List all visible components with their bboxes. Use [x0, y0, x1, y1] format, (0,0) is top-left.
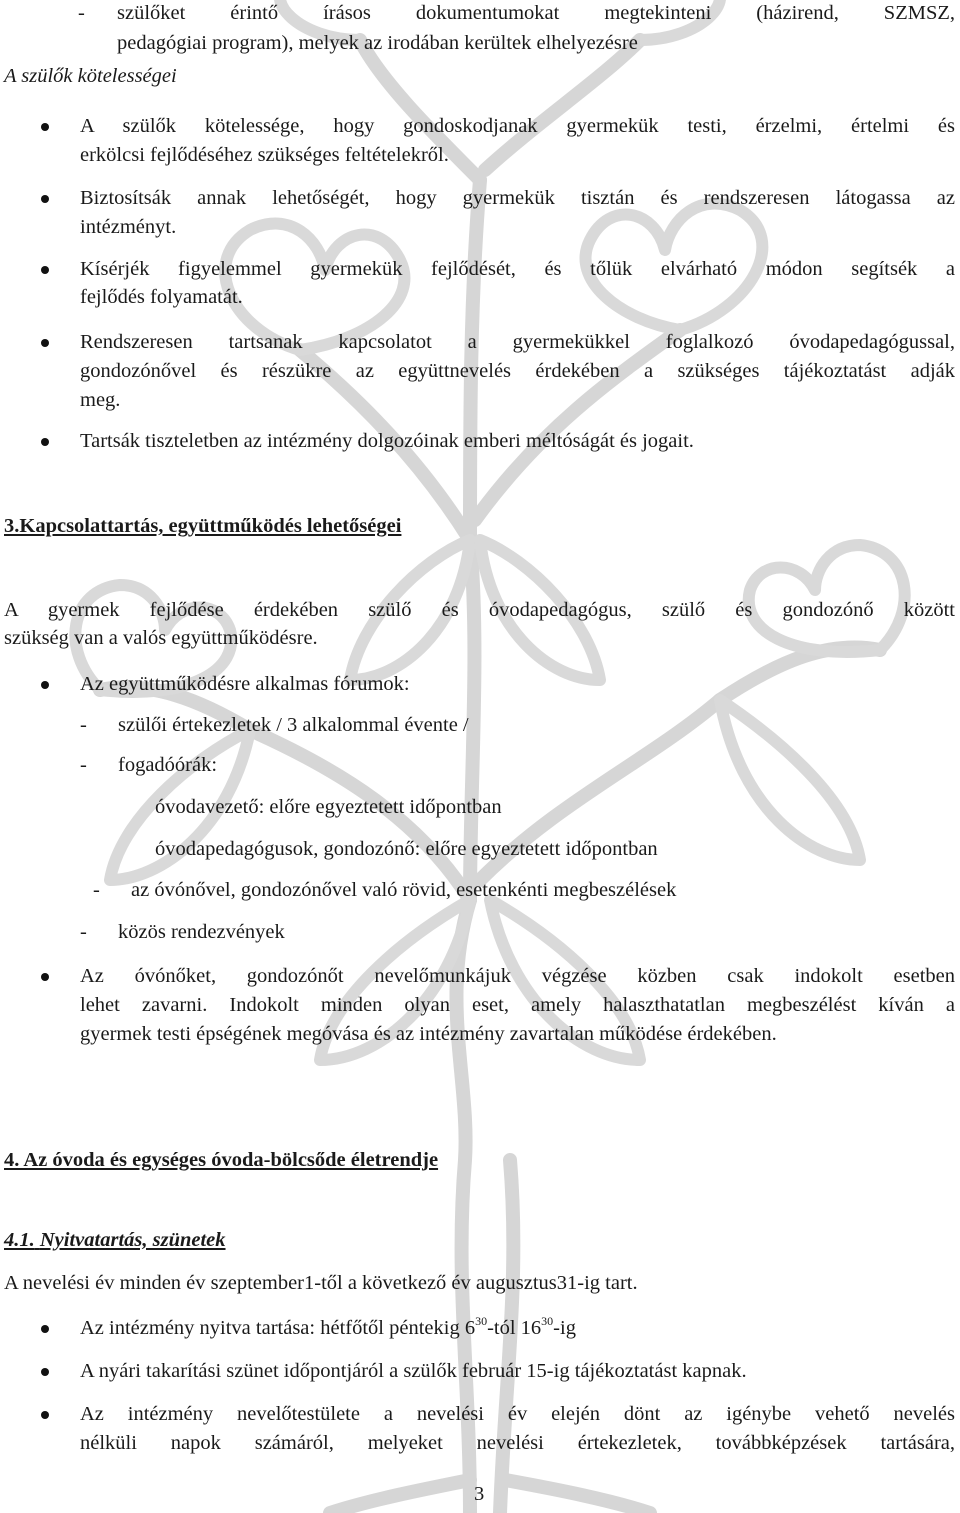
- staff-days-line1: Az intézmény nevelőtestülete a nevelési év elején dönt az igénybe vehető nevelés: [80, 1403, 955, 1425]
- section3-intro-line2: szükség van a valós együttműködésre.: [4, 627, 318, 649]
- top-item-line2: pedagógiai program), melyek az irodában kerültek elhelyezésre: [117, 32, 638, 54]
- bullet-icon: [41, 266, 49, 274]
- duty-5-line1: Tartsák tiszteletben az intézmény dolgozóinak emberi méltóságát és jogait.: [80, 430, 694, 452]
- disturb-line1: Az óvónőket, gondozónőt nevelőmunkájuk végzése közben csak indokolt esetben: [80, 965, 955, 987]
- opening-hours-post: -ig: [553, 1317, 576, 1339]
- office-hours-teachers: óvodapedagógusok, gondozónő: előre egyeztetett időpontban: [155, 838, 658, 860]
- staff-days-line2: nélküli napok számáról, melyeket nevelési értekezletek, továbbképzések tartására,: [80, 1432, 955, 1454]
- section4-1-heading: [4, 1226, 226, 1254]
- bullet-icon: [41, 681, 49, 689]
- bullet-icon: [41, 123, 49, 131]
- page-number: 3: [474, 1483, 485, 1505]
- duties-heading: A szülők kötelességei: [4, 65, 177, 87]
- section4-1-title: Nyitvatartás, szünetek: [39, 1229, 226, 1251]
- bullet-icon: [41, 195, 49, 203]
- disturb-line3: gyermek testi épségének megóvása és az intézmény zavartalan működése érdekében.: [80, 1023, 777, 1045]
- bullet-icon: [41, 1325, 49, 1333]
- dash-marker: -: [80, 714, 87, 736]
- dash-marker: -: [80, 921, 87, 943]
- bullet-icon: [41, 973, 49, 981]
- office-hours-director: óvodavezető: előre egyeztetett időpontban: [155, 796, 502, 818]
- forum-short-talks: az óvónővel, gondozónővel való rövid, esetenkénti megbeszélések: [131, 879, 677, 901]
- duty-3-line1: Kísérjék figyelemmel gyermekük fejlődését, és tőlük elvárható módon segítsék a: [80, 258, 955, 280]
- forum-parent-meetings: szülői értekezletek / 3 alkalommal évente /: [118, 714, 469, 736]
- bullet-icon: [41, 339, 49, 347]
- disturb-line2: lehet zavarni. Indokolt minden olyan eset, amely halaszthatatlan megbeszélést kíván a: [80, 994, 955, 1016]
- duty-2-line1: Biztosítsák annak lehetőségét, hogy gyermekük tisztán és rendszeresen látogassa az: [80, 187, 955, 209]
- duty-4-line2: gondozónővel és részükre az együttnevelés érdekében a szükséges tájékoztatást adják: [80, 360, 955, 382]
- opening-hours-sup2: 30: [541, 1314, 554, 1328]
- section3-heading: 3.Kapcsolattartás, együttműködés lehetőségei: [4, 515, 402, 537]
- duty-3-line2: fejlődés folyamatát.: [80, 286, 243, 308]
- bullet-icon: [41, 1368, 49, 1376]
- bullet-icon: [41, 1411, 49, 1419]
- opening-hours: [80, 1314, 576, 1342]
- opening-hours-pre: Az intézmény nyitva tartása: hétfőtől péntekig 6: [80, 1317, 476, 1339]
- section4-heading: 4. Az óvoda és egységes óvoda-bölcsőde életrendje: [4, 1149, 439, 1171]
- duty-1-line1: A szülők kötelessége, hogy gondoskodjanak gyermekük testi, érzelmi, értelmi és: [80, 115, 955, 137]
- dash-marker: -: [80, 754, 87, 776]
- duty-1-line2: erkölcsi fejlődéséhez szükséges feltételekről.: [80, 144, 449, 166]
- duty-4-line1: Rendszeresen tartsanak kapcsolatot a gyermekükkel foglalkozó óvodapedagógussal,: [80, 331, 955, 353]
- bullet-icon: [41, 438, 49, 446]
- opening-hours-sup1: 30: [475, 1314, 488, 1328]
- dash-marker: -: [78, 2, 85, 24]
- section4-1-number: 4.1.: [4, 1229, 35, 1251]
- duty-2-line2: intézményt.: [80, 216, 177, 238]
- forum-office-hours: fogadóórák:: [118, 754, 218, 776]
- dash-marker: -: [93, 879, 100, 901]
- school-year-text: A nevelési év minden év szeptember1-től a következő év augusztus31-ig tart.: [4, 1272, 638, 1294]
- summer-break-text: A nyári takarítási szünet időpontjáról a szülők február 15-ig tájékoztatást kapnak.: [80, 1360, 747, 1382]
- top-item-line1: szülőket érintő írásos dokumentumokat megtekinteni (házirend, SZMSZ,: [117, 2, 955, 24]
- forums-label: Az együttműködésre alkalmas fórumok:: [80, 673, 410, 695]
- section3-intro-line1: A gyermek fejlődése érdekében szülő és óvodapedagógus, szülő és gondozónő között: [4, 599, 955, 621]
- forum-joint-events: közös rendezvények: [118, 921, 285, 943]
- opening-hours-mid: -tól 16: [487, 1317, 542, 1339]
- duty-4-line3: meg.: [80, 389, 121, 411]
